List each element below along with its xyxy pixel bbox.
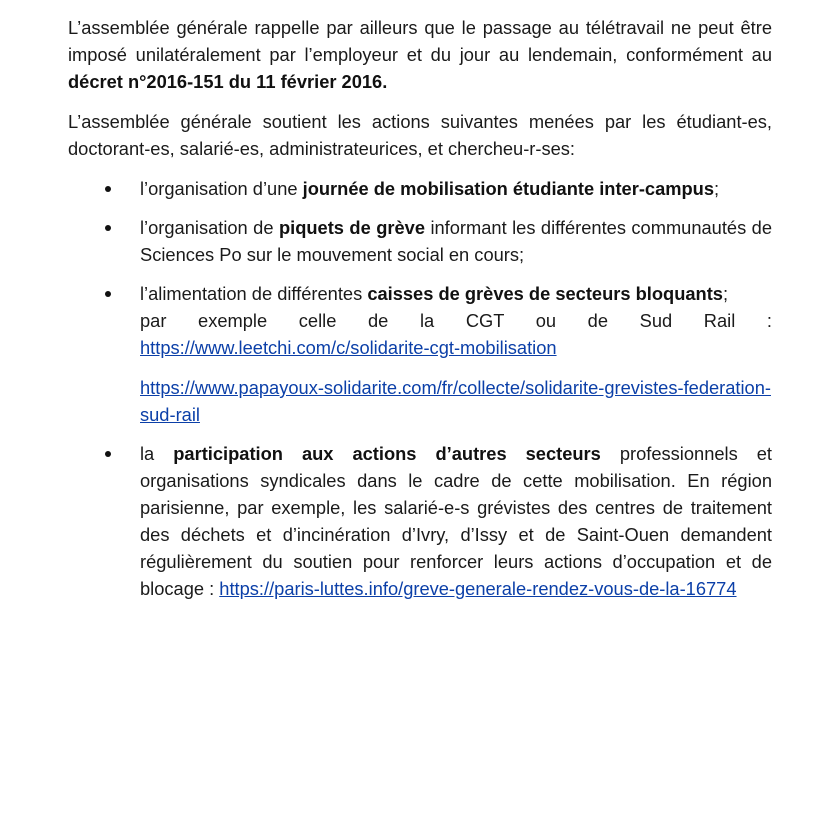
bullet-icon (105, 291, 111, 297)
list-item-bold: participation aux actions d’autres secteurs (173, 443, 601, 464)
list-item-bold: journée de mobilisation étudiante inter-campus (302, 178, 715, 199)
list-item-caisses (68, 280, 772, 428)
list-item-journee (68, 175, 772, 202)
list-item-text: la (140, 443, 174, 464)
link-papayoux-sud-rail[interactable]: https://www.papayoux-solidarite.com/fr/collecte/solidarite-grevistes-federation-sud-rail (140, 377, 771, 425)
paragraph-telework-text: L’assemblée générale rappelle par ailleurs que le passage au télétravail ne peut être imposé unilatéralement par l’employeur et du jour au lendemain, conformément au (68, 17, 772, 65)
list-item-participation (68, 440, 772, 602)
paragraph-telework (68, 14, 772, 95)
list-item-piquets (68, 214, 772, 268)
list-item-text: l’alimentation de différentes (140, 283, 368, 304)
list-item-bold: caisses de grèves de secteurs bloquants (367, 283, 723, 304)
list-item-text: ; (714, 178, 720, 199)
bullet-icon (105, 225, 111, 231)
link-leetchi-cgt[interactable]: https://www.leetchi.com/c/solidarite-cgt-mobilisation (140, 337, 557, 358)
bullet-icon (105, 186, 111, 192)
decree-reference: décret n°2016-151 du 11 février 2016. (68, 71, 388, 92)
list-item-text: professionnels et organisations syndicales dans le cadre de cette mobilisation. En région parisienne, par exemple, les salarié-e-s grévistes des centres de traitement des déchets et d’incinération d’Ivry, d’Issy et de Saint-Ouen demandent régulièrement du soutien pour renforcer leurs actions d’occupation et de blocage : (140, 443, 773, 599)
paragraph-support-actions: L’assemblée générale soutient les actions suivantes menées par les étudiant-es, doctorant-es, salarié-es, administrateurices, et chercheu-r-ses: (68, 111, 772, 159)
bullet-icon (105, 451, 111, 457)
actions-list (68, 175, 772, 602)
list-item-bold: piquets de grève (278, 217, 425, 238)
link-paris-luttes[interactable]: https://paris-luttes.info/greve-generale-rendez-vous-de-la-16774 (219, 578, 737, 599)
list-item-text: l’organisation de (140, 217, 279, 238)
list-item-text: informant les différentes communautés de Sciences Po sur le mouvement social en cours; (140, 217, 773, 265)
link-paragraph (140, 374, 772, 428)
list-item-text: par exemple celle de la CGT ou de Sud Rail : (140, 310, 772, 331)
list-item-text: l’organisation d’une (140, 178, 303, 199)
list-item-text: ; (722, 283, 729, 304)
document-page (68, 14, 772, 614)
